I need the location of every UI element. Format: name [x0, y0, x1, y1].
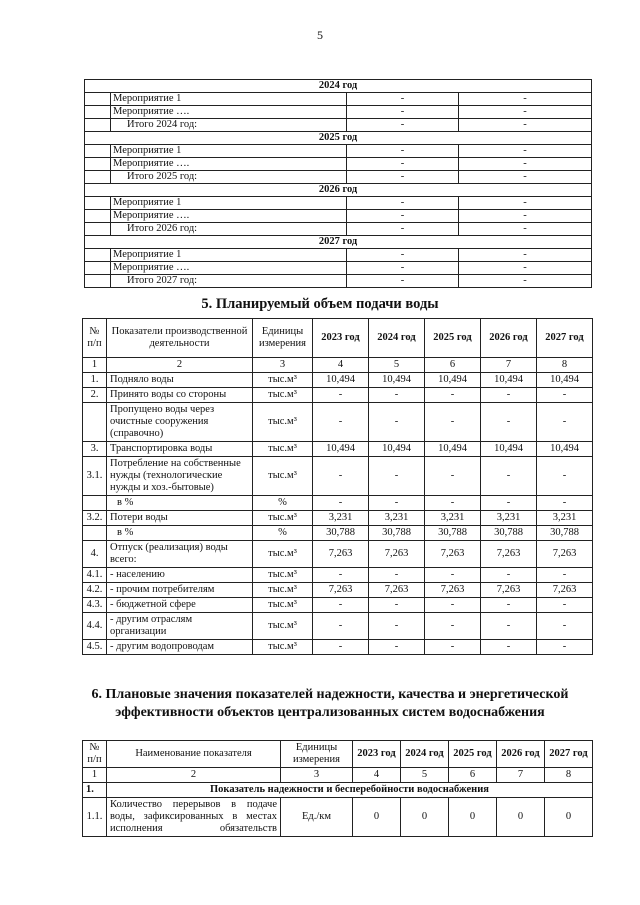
row-value: 30,788 [425, 526, 481, 541]
row-value: 10,494 [369, 442, 425, 457]
row-number [83, 496, 107, 511]
row-value: - [425, 568, 481, 583]
row-number: 4.1. [83, 568, 107, 583]
row-value: 7,263 [313, 583, 369, 598]
column-number: 7 [497, 768, 545, 783]
year-title: 2024 год [85, 80, 592, 93]
table-row [85, 145, 592, 158]
table-row [85, 275, 592, 288]
row-value: - [537, 640, 593, 655]
measure-label: Мероприятие 1 [111, 93, 347, 106]
row-value: - [481, 568, 537, 583]
reliability-table [82, 740, 593, 837]
column-number: 2 [107, 358, 253, 373]
column-header: Единицы измерения [281, 741, 353, 768]
column-header: Единицы измерения [253, 319, 313, 358]
row-value: 10,494 [425, 442, 481, 457]
table-row [83, 568, 593, 583]
row-value: - [313, 613, 369, 640]
empty-cell [85, 210, 111, 223]
column-header: 2024 год [369, 319, 425, 358]
empty-cell [85, 249, 111, 262]
measure-value: - [347, 197, 459, 210]
year-title: 2025 год [85, 132, 592, 145]
measure-value: - [347, 106, 459, 119]
year-row [85, 80, 592, 93]
row-value: - [537, 457, 593, 496]
row-unit: тыс.м³ [253, 541, 313, 568]
column-number-row [83, 768, 593, 783]
row-value: - [537, 496, 593, 511]
column-header: 2025 год [425, 319, 481, 358]
measure-value: - [459, 249, 592, 262]
row-number: 4.4. [83, 613, 107, 640]
table-row [83, 640, 593, 655]
row-value: 7,263 [313, 541, 369, 568]
row-value: 7,263 [425, 541, 481, 568]
measure-label: Мероприятие …. [111, 210, 347, 223]
row-number: 2. [83, 388, 107, 403]
empty-cell [85, 145, 111, 158]
table-row [85, 249, 592, 262]
measure-value: - [459, 158, 592, 171]
measure-label: Мероприятие 1 [111, 145, 347, 158]
row-unit: тыс.м³ [253, 613, 313, 640]
measure-value: - [347, 262, 459, 275]
column-number: 8 [537, 358, 593, 373]
row-value: - [481, 496, 537, 511]
row-unit: тыс.м³ [253, 583, 313, 598]
measure-label: Мероприятие …. [111, 158, 347, 171]
measure-label: Итого 2026 год: [111, 223, 347, 236]
row-unit: тыс.м³ [253, 403, 313, 442]
row-value: 3,231 [537, 511, 593, 526]
row-value: - [425, 403, 481, 442]
row-unit: тыс.м³ [253, 442, 313, 457]
row-value: 0 [449, 798, 497, 837]
measure-value: - [459, 262, 592, 275]
row-number: 4.3. [83, 598, 107, 613]
table-row [83, 598, 593, 613]
table-row [85, 106, 592, 119]
row-value: 30,788 [537, 526, 593, 541]
row-name: - другим отраслям организации [107, 613, 253, 640]
page-number: 5 [317, 28, 323, 42]
table-row [83, 798, 593, 837]
row-value: - [481, 598, 537, 613]
empty-cell [85, 119, 111, 132]
row-value: 7,263 [369, 583, 425, 598]
row-unit: тыс.м³ [253, 373, 313, 388]
row-name: Количество перерывов в подаче воды, зафиксированных в местах исполнения обязательств [107, 798, 281, 837]
table-row [85, 197, 592, 210]
row-unit: Ед./км [281, 798, 353, 837]
table-row [85, 171, 592, 184]
row-value: - [481, 403, 537, 442]
empty-cell [85, 197, 111, 210]
column-header: № п/п [83, 741, 107, 768]
row-number: 4. [83, 541, 107, 568]
measure-label: Мероприятие 1 [111, 197, 347, 210]
measure-label: Итого 2025 год: [111, 171, 347, 184]
table-row [83, 511, 593, 526]
column-header: 2023 год [353, 741, 401, 768]
measures-table [84, 79, 592, 288]
row-value: - [313, 568, 369, 583]
row-value: - [425, 496, 481, 511]
row-unit: % [253, 526, 313, 541]
measure-value: - [459, 119, 592, 132]
measure-value: - [459, 275, 592, 288]
row-name: Отпуск (реализация) воды всего: [107, 541, 253, 568]
row-value: 7,263 [481, 541, 537, 568]
table-row [85, 158, 592, 171]
row-name: Транспортировка воды [107, 442, 253, 457]
row-number: 3. [83, 442, 107, 457]
measure-value: - [347, 223, 459, 236]
row-unit: % [253, 496, 313, 511]
table-row [83, 583, 593, 598]
row-name: Потребление на собственные нужды (технологические нужды и хоз.-бытовые) [107, 457, 253, 496]
measure-value: - [459, 171, 592, 184]
row-value: - [481, 388, 537, 403]
row-name: Принято воды со стороны [107, 388, 253, 403]
year-row [85, 236, 592, 249]
row-value: 7,263 [537, 541, 593, 568]
row-value: - [369, 640, 425, 655]
row-number: 4.2. [83, 583, 107, 598]
column-header: 2025 год [449, 741, 497, 768]
year-row [85, 132, 592, 145]
measure-value: - [459, 210, 592, 223]
table-row [83, 526, 593, 541]
measure-label: Мероприятие 1 [111, 249, 347, 262]
year-row [85, 184, 592, 197]
table-row [85, 262, 592, 275]
row-value: 10,494 [425, 373, 481, 388]
measure-value: - [459, 106, 592, 119]
row-unit: тыс.м³ [253, 457, 313, 496]
row-number: 3.2. [83, 511, 107, 526]
table-row [83, 613, 593, 640]
row-name: - другим водопроводам [107, 640, 253, 655]
row-value: 10,494 [313, 373, 369, 388]
row-value: - [425, 598, 481, 613]
measure-value: - [347, 158, 459, 171]
row-value: 10,494 [537, 442, 593, 457]
row-unit: тыс.м³ [253, 568, 313, 583]
row-value: - [425, 640, 481, 655]
row-number: 4.5. [83, 640, 107, 655]
column-number: 3 [281, 768, 353, 783]
row-value: 7,263 [369, 541, 425, 568]
header-row [83, 741, 593, 768]
table-row [83, 373, 593, 388]
column-header: 2027 год [537, 319, 593, 358]
row-value: - [425, 388, 481, 403]
row-value: 7,263 [481, 583, 537, 598]
section-6-title: 6. Плановые значения показателей надежности, качества и энергетической эффективности объектов централизованных систем водоснабжения [91, 687, 569, 720]
row-value: - [537, 568, 593, 583]
row-unit: тыс.м³ [253, 640, 313, 655]
row-number: 1. [83, 373, 107, 388]
row-value: 0 [545, 798, 593, 837]
column-number: 3 [253, 358, 313, 373]
table-row [83, 496, 593, 511]
measure-value: - [347, 93, 459, 106]
measure-value: - [347, 210, 459, 223]
row-value: 0 [497, 798, 545, 837]
row-value: - [369, 598, 425, 613]
table-row [85, 93, 592, 106]
measure-label: Итого 2027 год: [111, 275, 347, 288]
row-value: 0 [353, 798, 401, 837]
empty-cell [85, 93, 111, 106]
row-value: - [369, 388, 425, 403]
table-row [83, 388, 593, 403]
group-title: Показатель надежности и бесперебойности водоснабжения [107, 783, 593, 798]
column-number: 4 [353, 768, 401, 783]
row-value: - [369, 613, 425, 640]
measure-value: - [347, 171, 459, 184]
row-number [83, 403, 107, 442]
column-number: 1 [83, 358, 107, 373]
measure-value: - [347, 119, 459, 132]
measure-value: - [459, 93, 592, 106]
row-name: в % [107, 496, 253, 511]
row-value: 3,231 [313, 511, 369, 526]
column-header: Показатели производственной деятельности [107, 319, 253, 358]
row-number [83, 526, 107, 541]
column-number: 1 [83, 768, 107, 783]
row-value: 10,494 [537, 373, 593, 388]
row-value: - [537, 388, 593, 403]
year-title: 2026 год [85, 184, 592, 197]
row-name: в % [107, 526, 253, 541]
column-number: 7 [481, 358, 537, 373]
measure-label: Мероприятие …. [111, 106, 347, 119]
empty-cell [85, 158, 111, 171]
row-value: - [313, 640, 369, 655]
measure-label: Мероприятие …. [111, 262, 347, 275]
row-name: - прочим потребителям [107, 583, 253, 598]
measure-value: - [347, 145, 459, 158]
row-value: 30,788 [313, 526, 369, 541]
table-row [85, 210, 592, 223]
row-value: 10,494 [481, 373, 537, 388]
row-value: - [369, 457, 425, 496]
row-name: Потери воды [107, 511, 253, 526]
row-value: 30,788 [481, 526, 537, 541]
row-value: 7,263 [425, 583, 481, 598]
row-name: - бюджетной сфере [107, 598, 253, 613]
row-value: 3,231 [369, 511, 425, 526]
measure-value: - [347, 275, 459, 288]
column-number-row [83, 358, 593, 373]
column-header: 2026 год [481, 319, 537, 358]
table-row [83, 457, 593, 496]
row-value: 30,788 [369, 526, 425, 541]
row-value: 7,263 [537, 583, 593, 598]
measure-label: Итого 2024 год: [111, 119, 347, 132]
measure-value: - [459, 145, 592, 158]
column-number: 8 [545, 768, 593, 783]
column-header: № п/п [83, 319, 107, 358]
water-supply-table [82, 318, 593, 655]
column-number: 5 [369, 358, 425, 373]
measure-value: - [459, 197, 592, 210]
table-row [83, 442, 593, 457]
column-number: 6 [449, 768, 497, 783]
row-unit: тыс.м³ [253, 388, 313, 403]
row-value: - [425, 457, 481, 496]
row-value: - [537, 598, 593, 613]
table-row [85, 223, 592, 236]
row-value: - [537, 613, 593, 640]
column-number: 4 [313, 358, 369, 373]
empty-cell [85, 275, 111, 288]
column-header: 2026 год [497, 741, 545, 768]
empty-cell [85, 223, 111, 236]
row-unit: тыс.м³ [253, 511, 313, 526]
table-row [83, 541, 593, 568]
row-value: - [369, 568, 425, 583]
group-row [83, 783, 593, 798]
column-number: 6 [425, 358, 481, 373]
row-value: - [313, 388, 369, 403]
group-number: 1. [83, 783, 107, 798]
year-title: 2027 год [85, 236, 592, 249]
empty-cell [85, 262, 111, 275]
column-header: Наименование показателя [107, 741, 281, 768]
row-value: - [313, 496, 369, 511]
row-value: 3,231 [425, 511, 481, 526]
section-5-title: 5. Планируемый объем подачи воды [201, 296, 439, 312]
column-number: 2 [107, 768, 281, 783]
row-value: 10,494 [313, 442, 369, 457]
column-header: 2024 год [401, 741, 449, 768]
row-unit: тыс.м³ [253, 598, 313, 613]
row-value: - [313, 598, 369, 613]
empty-cell [85, 106, 111, 119]
row-number: 1.1. [83, 798, 107, 837]
row-value: - [481, 457, 537, 496]
row-number: 3.1. [83, 457, 107, 496]
header-row [83, 319, 593, 358]
column-number: 5 [401, 768, 449, 783]
row-value: - [481, 613, 537, 640]
table-row [83, 403, 593, 442]
row-value: - [369, 403, 425, 442]
row-value: - [313, 403, 369, 442]
column-header: 2023 год [313, 319, 369, 358]
row-value: - [313, 457, 369, 496]
row-value: - [481, 640, 537, 655]
row-name: - населению [107, 568, 253, 583]
row-value: - [537, 403, 593, 442]
column-header: 2027 год [545, 741, 593, 768]
row-value: 10,494 [481, 442, 537, 457]
empty-cell [85, 171, 111, 184]
row-value: 3,231 [481, 511, 537, 526]
row-value: - [425, 613, 481, 640]
measure-value: - [459, 223, 592, 236]
measure-value: - [347, 249, 459, 262]
row-name: Пропущено воды через очистные сооружения (справочно) [107, 403, 253, 442]
row-value: 10,494 [369, 373, 425, 388]
table-row [85, 119, 592, 132]
row-value: - [369, 496, 425, 511]
row-value: 0 [401, 798, 449, 837]
row-name: Подняло воды [107, 373, 253, 388]
